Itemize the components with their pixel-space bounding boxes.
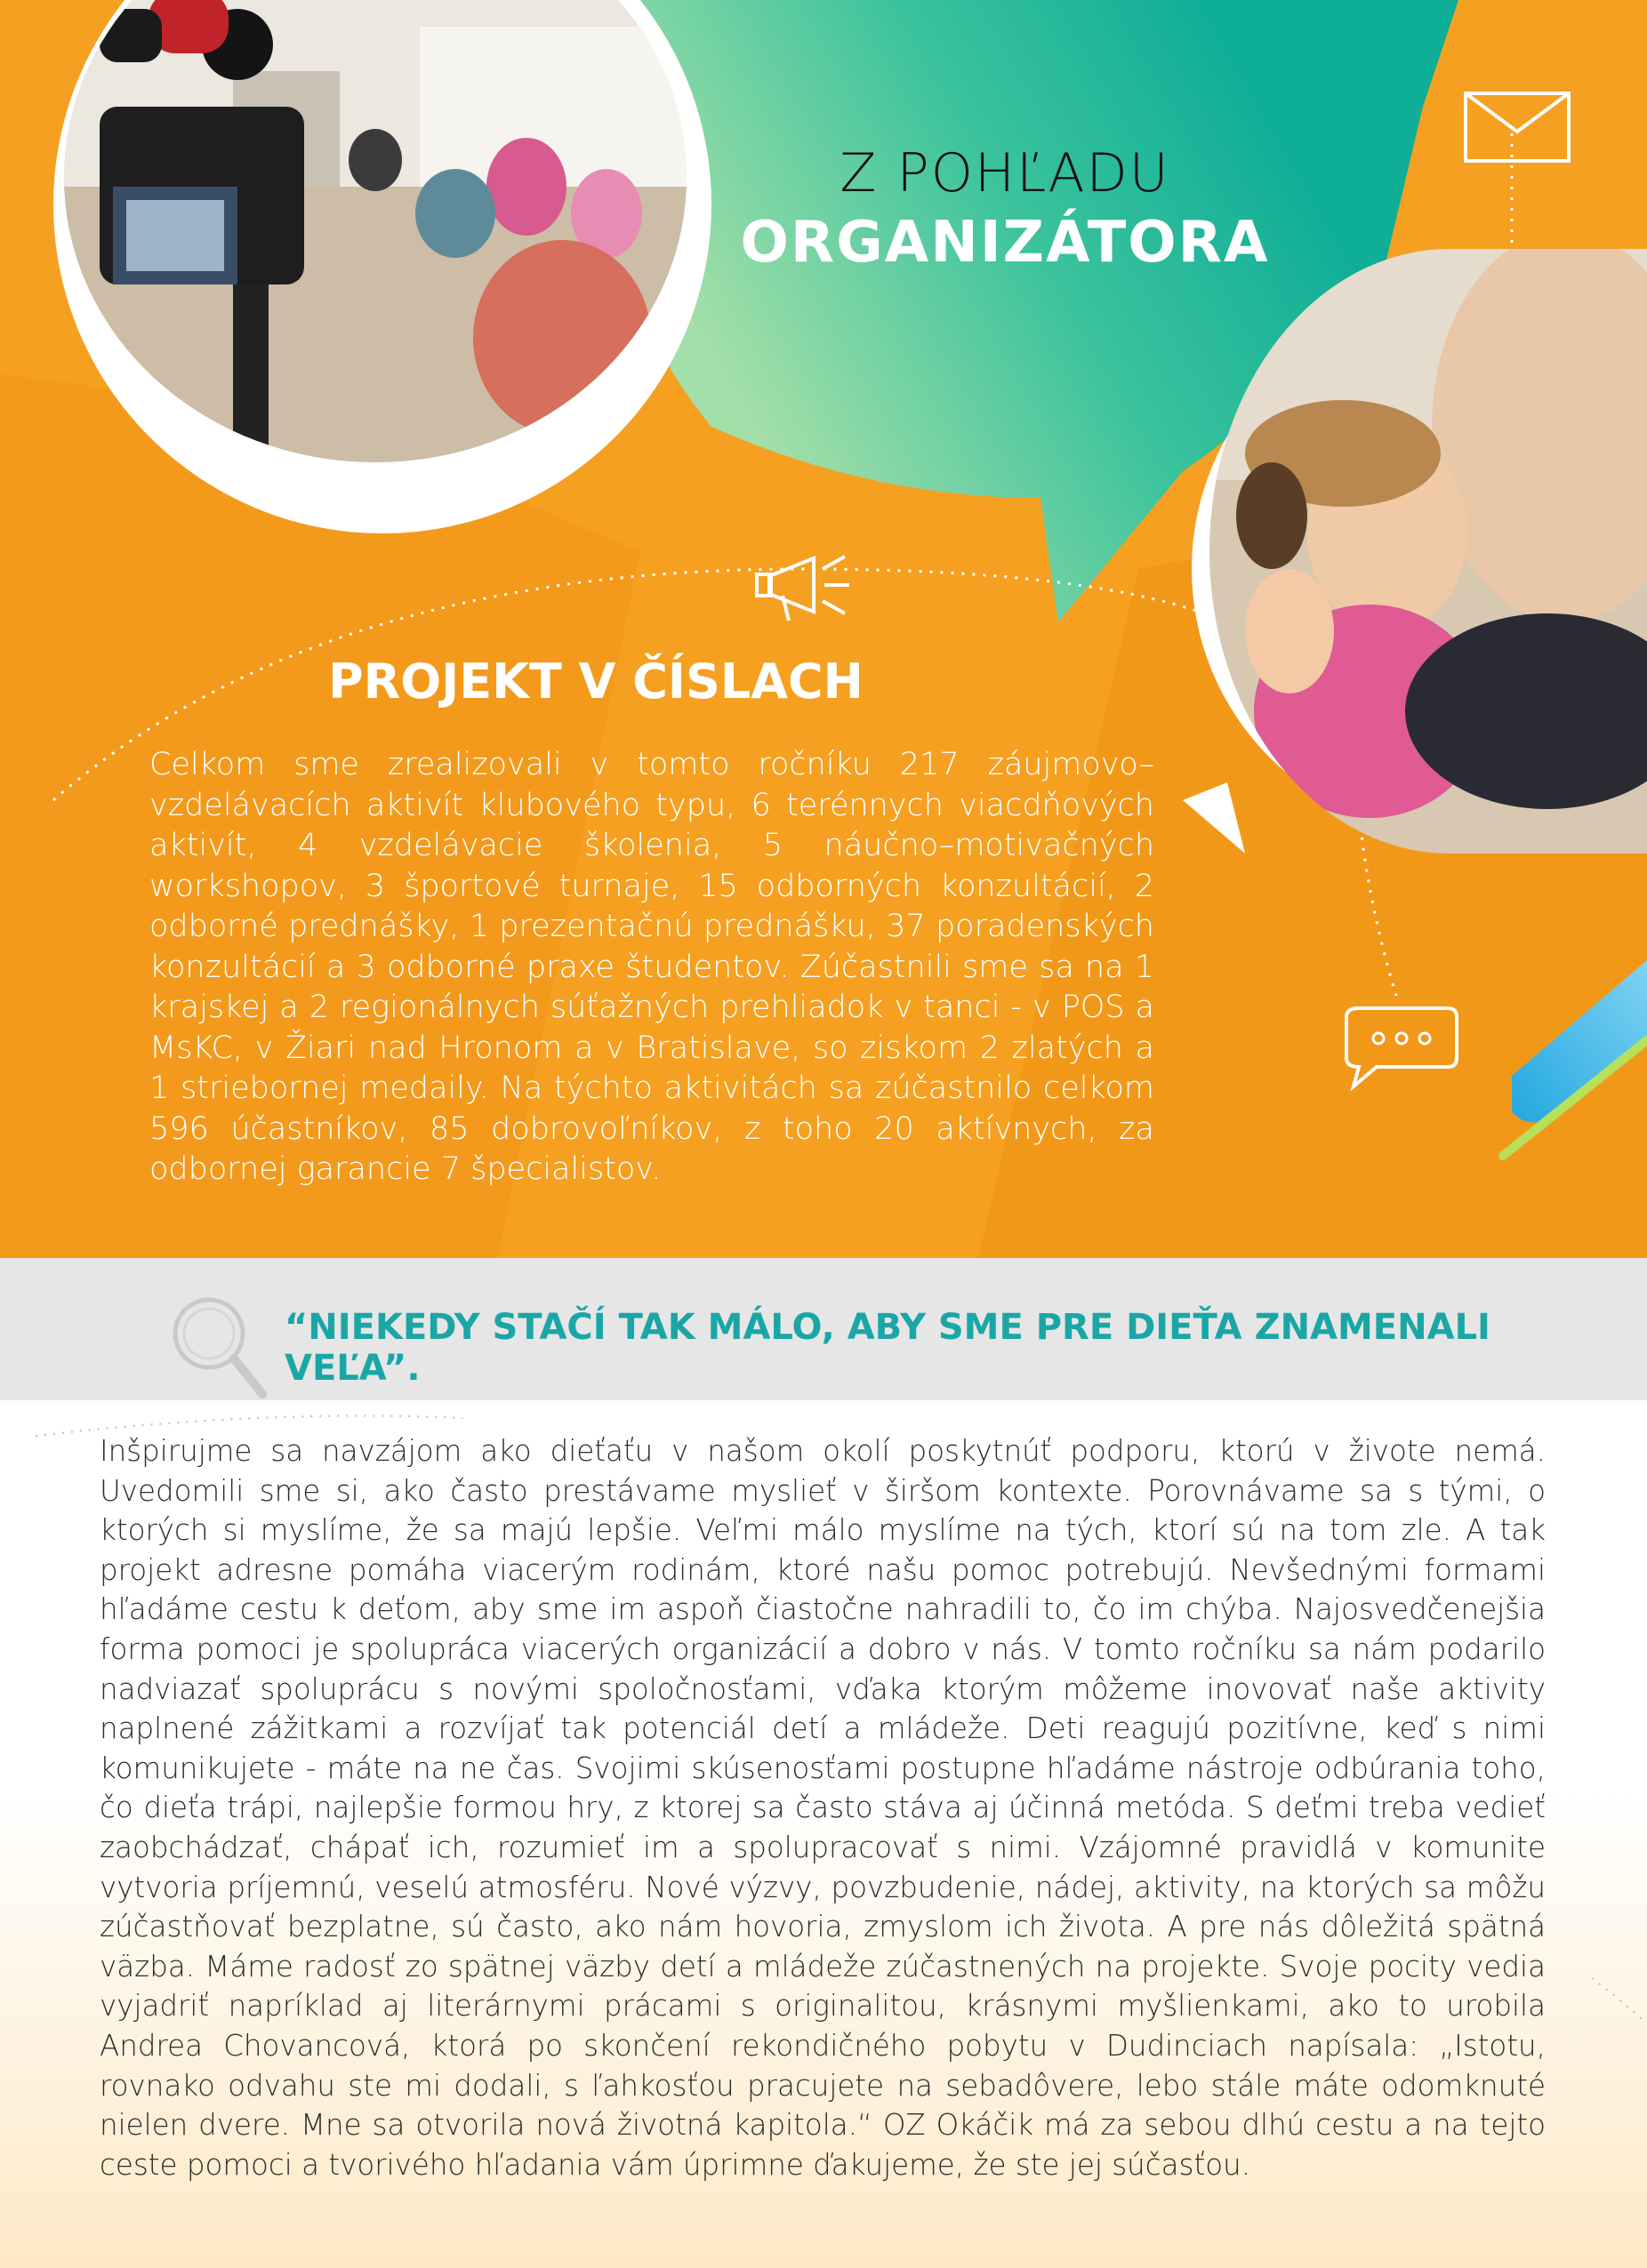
page-title-line1: Z POHĽADU xyxy=(840,142,1170,204)
magnifier-icon xyxy=(165,1289,271,1405)
chat-bubble-icon xyxy=(1341,1003,1461,1092)
section-heading: PROJEKT V ČÍSLACH xyxy=(328,653,864,709)
main-body: Inšpirujme sa navzájom ako dieťaťu v našom okolí poskytnúť podporu, ktorú v živote nemá. Uvedomili sme si, ako často prestávame myslieť v širšom kontexte. Porovnávame sa s tými, o ktorých si myslíme, že sa majú lepšie. Veľmi málo myslíme na tých, ktorí sú na tom zle. A tak projekt adresne pomáha viacerým rodinám, ktoré našu pomoc potrebujú. Nevšednými formami hľadáme cestu k deťom, aby sme im aspoň čiastočne nahradili to, čo im chýba. Najosvedčenejšia forma pomoci je spolupráca viacerých organizácií a dobro v nás. V tomto ročníku sa nám podarilo nadviazať spoluprácu s novými spoločnosťami, vďaka ktorým môžeme inovovať naše aktivity naplnené zážitkami a rozvíjať tak potenciál detí a mládeže. Deti reagujú pozitívne, keď s nimi komunikujete - máte na ne čas. Svojimi skúsenosťami postupne hľadáme nástroje odbúrania toho, čo dieťa trápi, najlepšie formou hry, z ktorej sa často stáva aj účinná metóda. S deťmi treba vedieť zaobchádzať, chápať ich, rozumieť im a spolupracovať s nimi. Vzájomné pravidlá v komunite vytvoria príjemnú, veselú atmosféru. Nové výzvy, povzbudenie, nádej, aktivity, na ktorých sa môžu zúčastňovať bezplatne, sú často, ako nám hovoria, zmyslom ich života. A pre nás dôležitá spätná väzba. Máme radosť zo spätnej väzby detí a mládeže zúčastnených na projekte. Svoje pocity vedia vyjadriť napríklad aj literárnymi prácami s originalitou, krásnymi myšlienkami, ako to urobila Andrea Chovancová, ktorá po skončení rekondičného pobytu v Dudinciach napísala: „Istotu, rovnako odvahu ste mi dodali, s ľahkosťou pracujete na sebadôvere, lebo stále máte odomknuté nielen dvere. Mne sa otvorila nová životná kapitola.“ OZ Okáčik má za sebou dlhú cestu a na tejto ceste pomoci a tvorivého hľadania vám úprimne ďakujeme, že ste jej súčasťou. xyxy=(100,1434,1546,2182)
envelope-icon xyxy=(1463,91,1571,164)
quote-text: “NIEKEDY STAČÍ TAK MÁLO, ABY SME PRE DIEŤA ZNAMENALI VEĽA”. xyxy=(285,1307,1490,1389)
section-body: Celkom sme zrealizovali v tomto ročníku 217 záujmovo–vzdelávacích aktivít klubového typu, 6 terénnych viacdňových aktivít, 4 vzdelávacie školenia, 5 náučno–motivačných workshopov, 3 športové turnaje, 15 odborných konzultácií, 2 odborné prednášky, 1 prezentačnú prednášku, 37 poradenských konzultácií a 3 odborné praxe študentov. Zúčastnili sme sa na 1 krajskej a 2 regionálnych súťažných prehliadok v tanci - v POS a MsKC, v Žiari nad Hronom a v Bratislave, so ziskom 2 zlatých a 1 striebornej medaily. Na týchto aktivitách sa zúčastnilo celkom 596 účastníkov, 85 dobrovoľníkov, z toho 20 aktívnych, za odbornej garancie 7 špecialistov. xyxy=(149,747,1154,1187)
page-title xyxy=(676,142,1334,276)
megaphone-icon xyxy=(751,549,876,629)
page-title-line2: ORGANIZÁTORA xyxy=(740,210,1270,276)
